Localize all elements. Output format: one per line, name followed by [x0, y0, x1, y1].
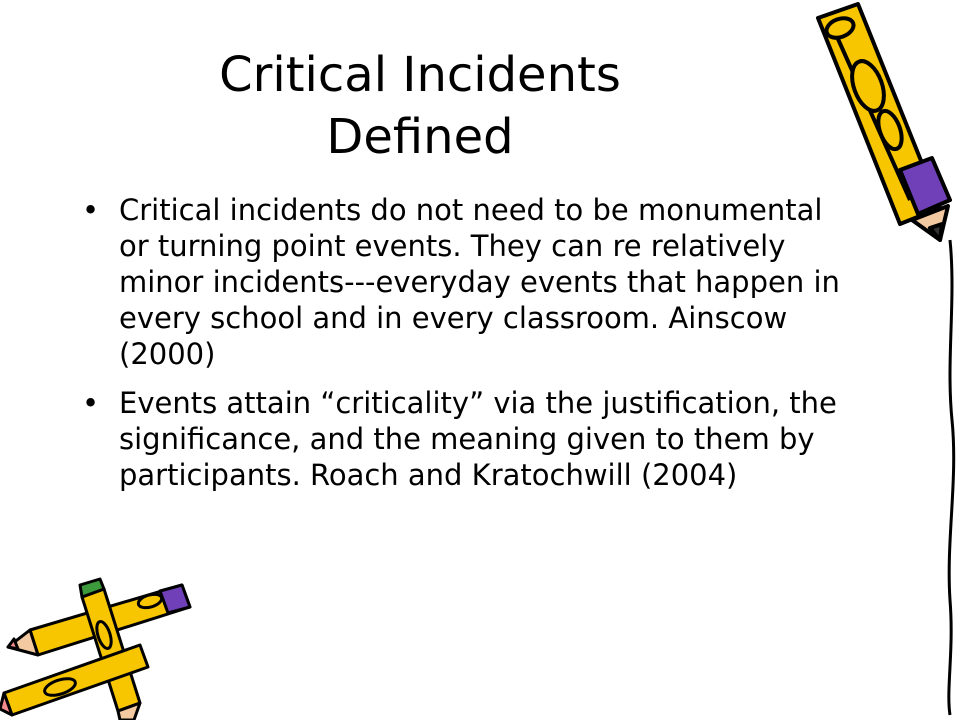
bullet-item	[82, 192, 842, 372]
crossed-pencils-icon	[0, 575, 200, 720]
bullet-item	[82, 385, 842, 493]
pencil-icon	[800, 0, 960, 720]
slide-title: Critical Incidents Defined	[219, 47, 621, 165]
bullet-list	[82, 192, 842, 506]
bullet-marker: •	[82, 193, 100, 227]
bullet-text: Critical incidents do not need to be monumental or turning point events. They can re relatively minor incidents---everyday events that happen in every school and in every classroom. Ainscow (2000)	[119, 193, 840, 371]
bullet-text: Events attain “criticality” via the justification, the significance, and the meaning given to them by participants. Roach and Kratochwill (2004)	[119, 386, 837, 492]
bullet-marker: •	[82, 386, 100, 420]
